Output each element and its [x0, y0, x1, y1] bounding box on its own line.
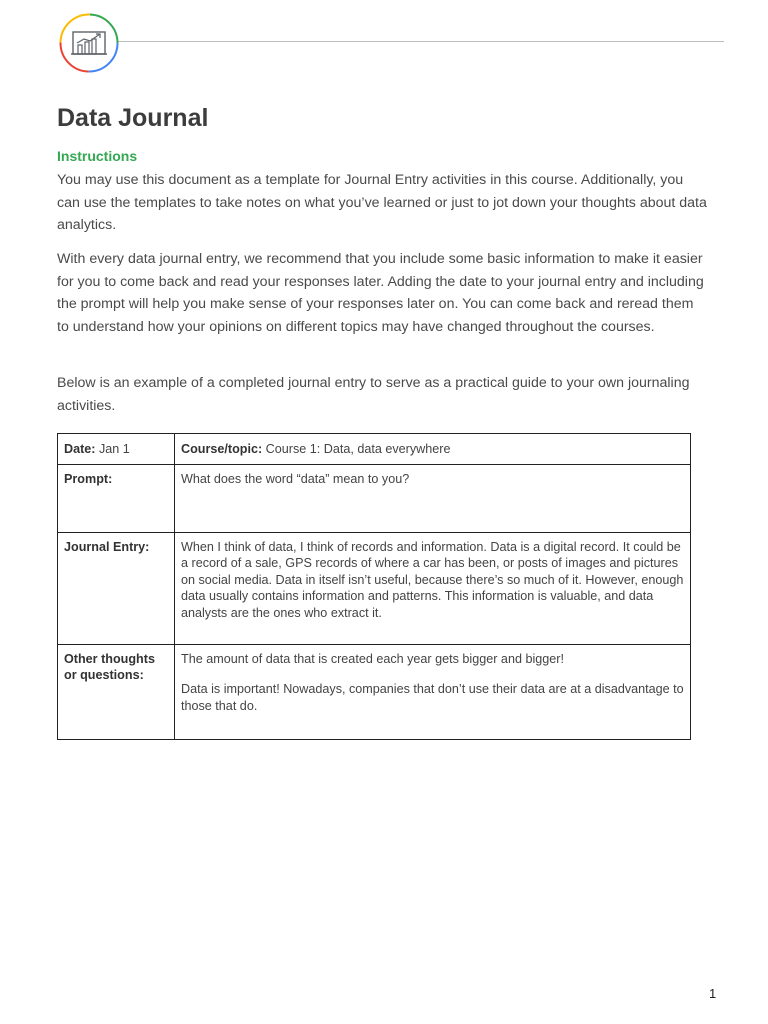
table-row [58, 434, 691, 465]
course-value: Course 1: Data, data everywhere [265, 442, 451, 456]
journal-entry-text: When I think of data, I think of records and information. Data is a digital record. It could be a record of a sale, GPS records of where a car has been, or posts of images and pictures on social media. Data in itself isn’t useful, because there’s so much of it. However, enough data usually contains information and patterns. This information is valuable, and data analysts are the ones who extract it. [181, 540, 684, 620]
instructions-paragraph: Below is an example of a completed journal entry to serve as a practical guide to your own journaling activities. [57, 375, 690, 414]
page-title: Data Journal [57, 104, 209, 132]
course-cell [175, 434, 691, 465]
instructions-heading: Instructions [57, 148, 138, 164]
table-row [58, 645, 691, 740]
instructions-paragraph: With every data journal entry, we recommend that you include some basic information to make it easier for you to come back and read your responses later. Adding the date to your journal entry and including the prompt will help you make sense of your responses later on. You can come back and reread them to understand how your opinions on different topics may have changed throughout the courses. [57, 251, 704, 335]
table-row [58, 533, 691, 645]
other-thoughts-label: Other thoughts or questions: [64, 652, 155, 683]
journal-entry-label: Journal Entry: [64, 540, 150, 554]
course-label: Course/topic: [181, 442, 263, 456]
table-row [58, 465, 691, 533]
header-divider [116, 41, 724, 42]
date-value: Jan 1 [99, 442, 130, 456]
date-cell [58, 434, 175, 465]
data-analytics-chart-logo-icon [58, 12, 120, 74]
other-thoughts-text: Data is important! Nowadays, companies that don’t use their data are at a disadvantage to those that do. [181, 682, 684, 713]
date-label: Date: [64, 442, 96, 456]
prompt-label-cell [58, 465, 175, 533]
entry-label-cell [58, 533, 175, 645]
prompt-label: Prompt: [64, 472, 113, 486]
instructions-paragraph: You may use this document as a template for Journal Entry activities in this course. Additionally, you can use the templates to take notes on what you’ve learned or just to jot down your thoughts about data analytics. [57, 172, 707, 233]
journal-entry-table [57, 433, 691, 740]
prompt-value: What does the word “data” mean to you? [181, 472, 410, 486]
page-number: 1 [709, 986, 717, 1001]
other-thoughts-text: The amount of data that is created each year gets bigger and bigger! [181, 652, 564, 666]
prompt-value-cell [175, 465, 691, 533]
entry-value-cell [175, 533, 691, 645]
other-label-cell [58, 645, 175, 740]
other-value-cell [175, 645, 691, 740]
